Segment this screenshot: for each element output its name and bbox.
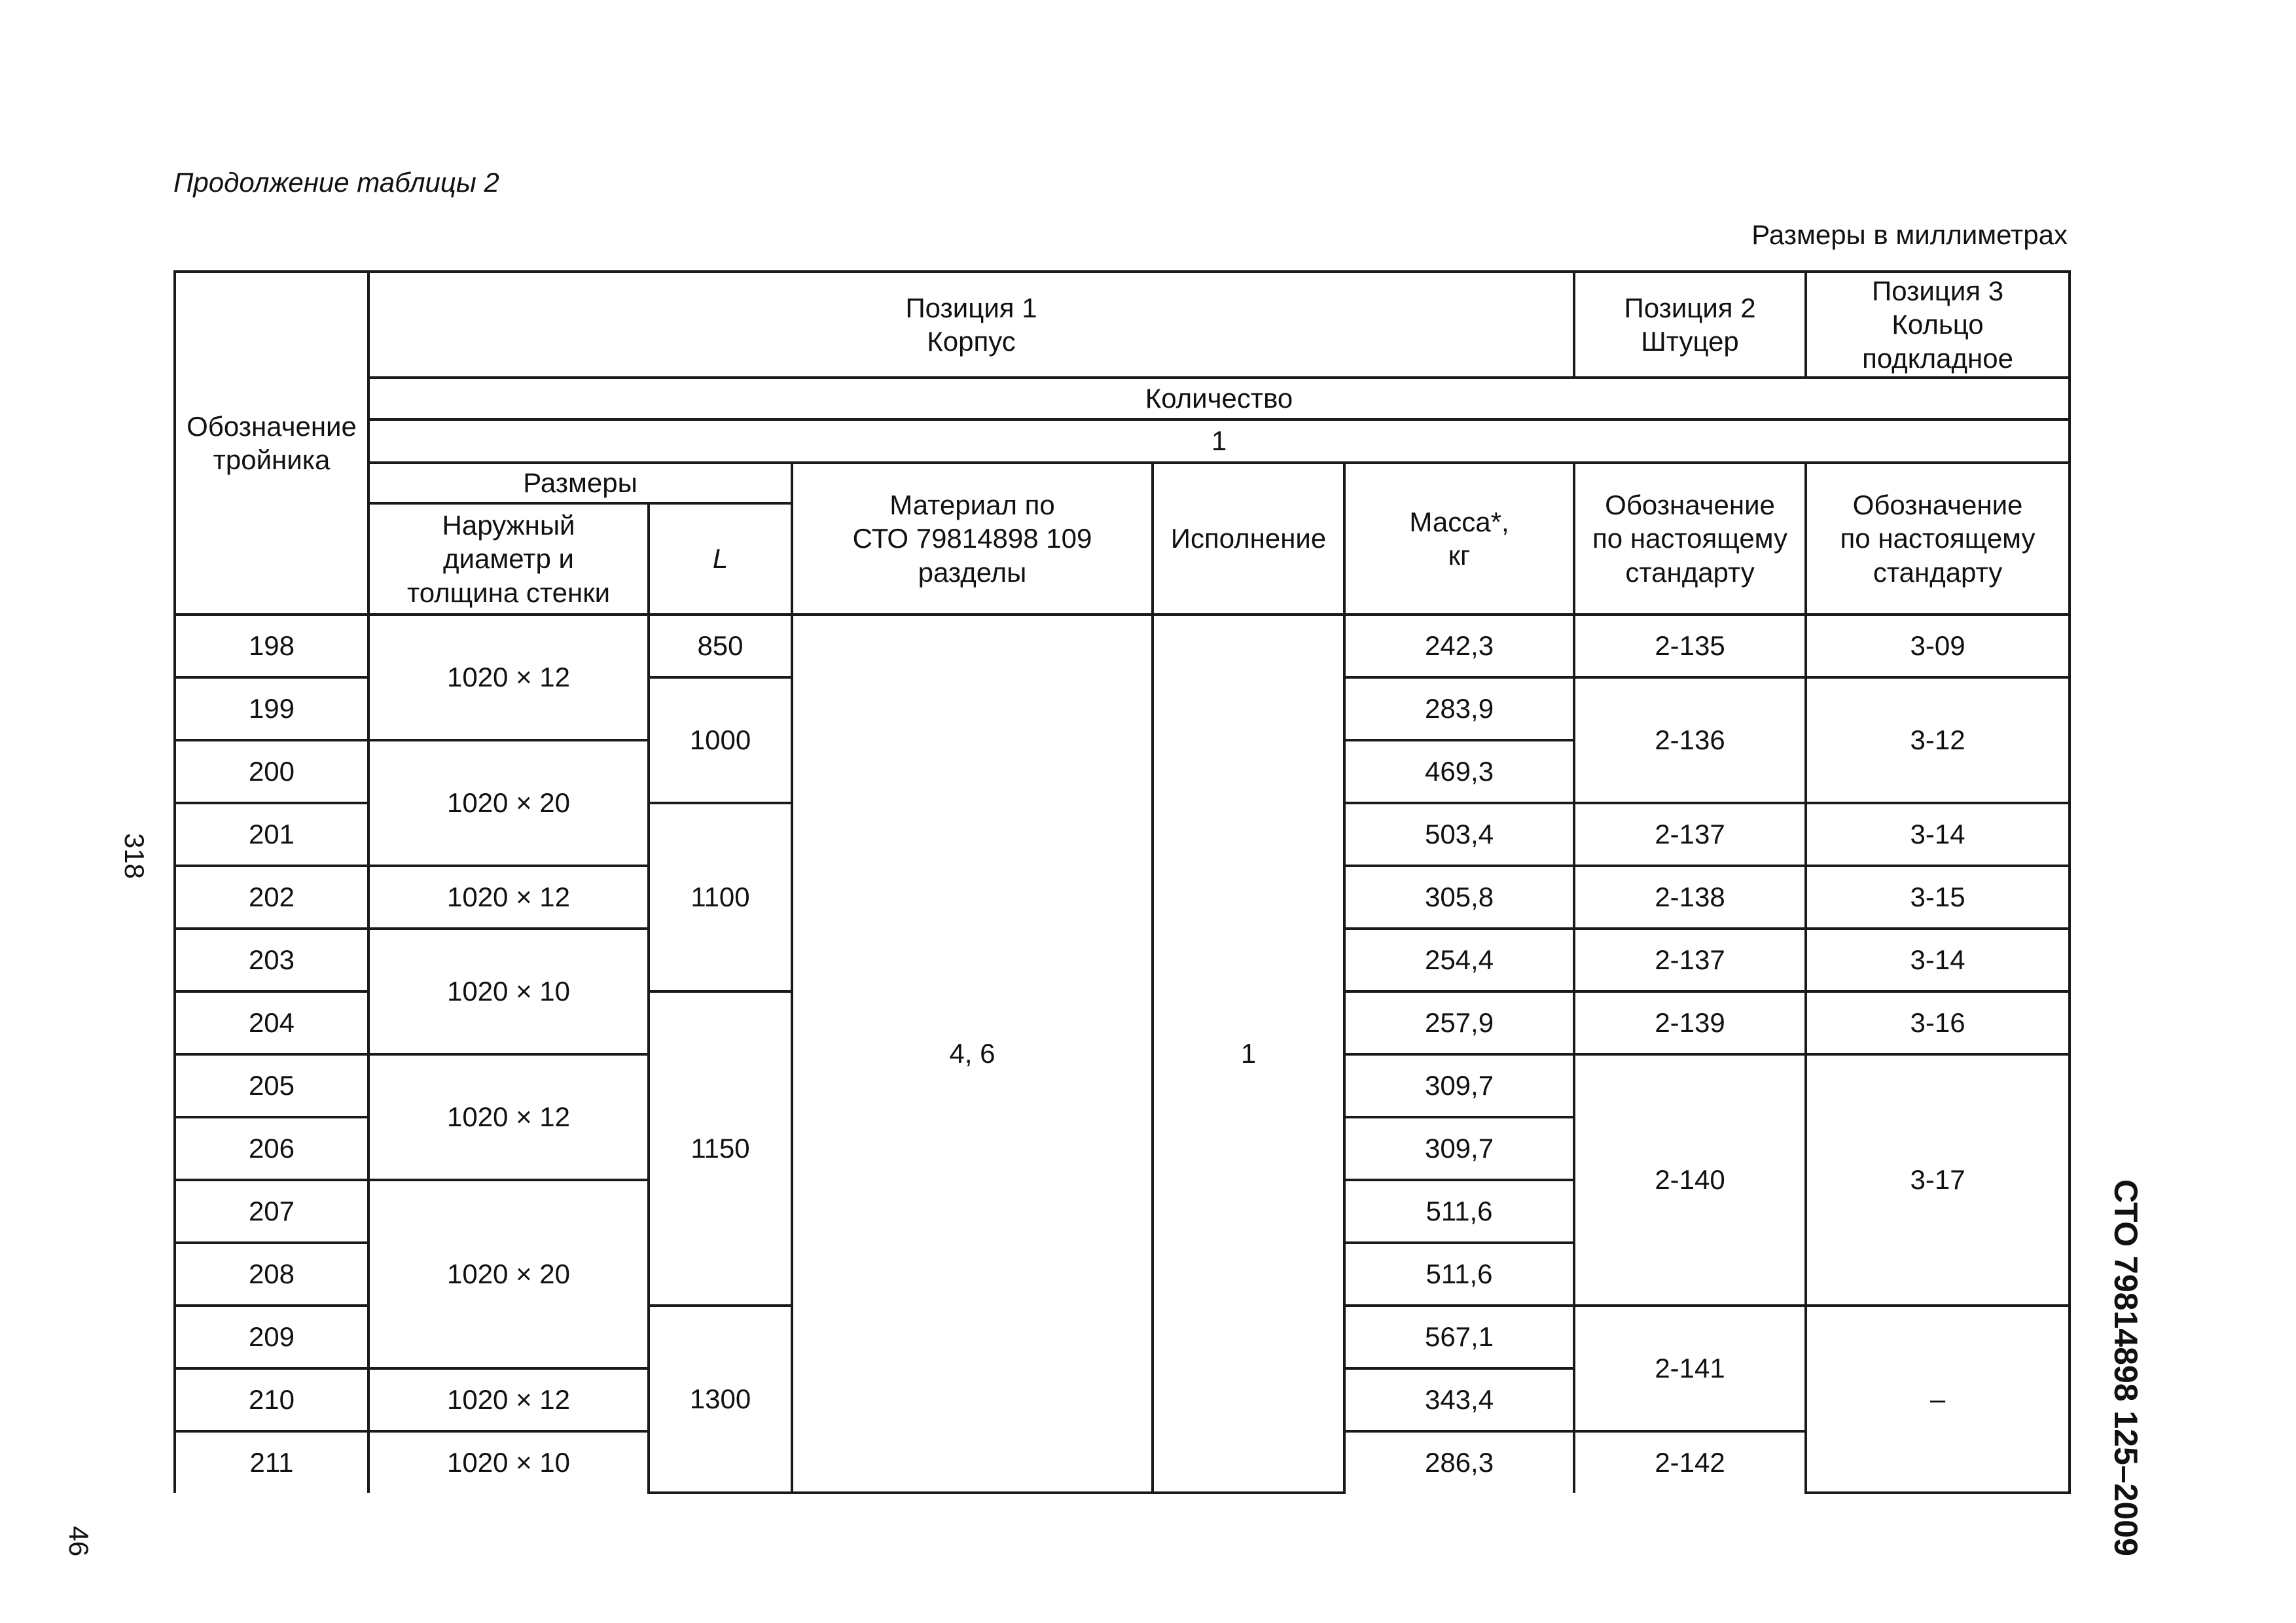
cell-diameter: 1020 × 10 bbox=[368, 1431, 649, 1493]
header-position-3: Позиция 3 Кольцо подкладное bbox=[1806, 272, 2070, 378]
cell-pos2: 2-136 bbox=[1574, 677, 1806, 803]
cell-pos2: 2-142 bbox=[1574, 1431, 1806, 1493]
cell-length: 1300 bbox=[649, 1306, 792, 1493]
cell-pos2: 2-137 bbox=[1574, 929, 1806, 991]
cell-diameter: 1020 × 12 bbox=[368, 615, 649, 740]
header-pos3-designation: Обозначение по настоящему стандарту bbox=[1806, 463, 2070, 615]
side-page-number: 318 bbox=[119, 832, 150, 880]
cell-designation: 209 bbox=[175, 1306, 368, 1368]
header-tee-designation: Обозначение тройника bbox=[175, 272, 368, 615]
cell-diameter: 1020 × 12 bbox=[368, 1054, 649, 1180]
cell-mass: 305,8 bbox=[1344, 866, 1574, 929]
cell-pos2: 2-140 bbox=[1574, 1054, 1806, 1306]
cell-mass: 309,7 bbox=[1344, 1054, 1574, 1117]
cell-designation: 208 bbox=[175, 1243, 368, 1306]
cell-mass: 286,3 bbox=[1344, 1431, 1574, 1493]
header-position-1: Позиция 1 Корпус bbox=[368, 272, 1574, 378]
cell-designation: 202 bbox=[175, 866, 368, 929]
cell-pos2: 2-138 bbox=[1574, 866, 1806, 929]
cell-mass: 511,6 bbox=[1344, 1180, 1574, 1243]
cell-diameter: 1020 × 20 bbox=[368, 740, 649, 866]
cell-mass: 567,1 bbox=[1344, 1306, 1574, 1368]
cell-pos3: 3-17 bbox=[1806, 1054, 2070, 1306]
cell-pos2: 2-141 bbox=[1574, 1306, 1806, 1431]
cell-material: 4, 6 bbox=[792, 615, 1153, 1493]
cell-mass: 257,9 bbox=[1344, 991, 1574, 1054]
cell-designation: 201 bbox=[175, 803, 368, 866]
header-position-2: Позиция 2 Штуцер bbox=[1574, 272, 1806, 378]
cell-pos3: 3-14 bbox=[1806, 929, 2070, 991]
cell-mass: 242,3 bbox=[1344, 615, 1574, 677]
cell-designation: 200 bbox=[175, 740, 368, 803]
cell-diameter: 1020 × 12 bbox=[368, 866, 649, 929]
cell-pos2: 2-135 bbox=[1574, 615, 1806, 677]
cell-pos3: 3-12 bbox=[1806, 677, 2070, 803]
cell-designation: 203 bbox=[175, 929, 368, 991]
header-length: L bbox=[649, 503, 792, 615]
cell-pos3: – bbox=[1806, 1306, 2070, 1493]
cell-designation: 207 bbox=[175, 1180, 368, 1243]
header-outer-diameter: Наружный диаметр и толщина стенки bbox=[368, 503, 649, 615]
units-note: Размеры в миллиметрах bbox=[1751, 219, 2068, 250]
cell-pos2: 2-139 bbox=[1574, 991, 1806, 1054]
cell-diameter: 1020 × 20 bbox=[368, 1180, 649, 1368]
page-number: 46 bbox=[63, 1525, 94, 1557]
cell-length: 1150 bbox=[649, 991, 792, 1306]
cell-designation: 211 bbox=[175, 1431, 368, 1493]
cell-mass: 469,3 bbox=[1344, 740, 1574, 803]
cell-pos3: 3-09 bbox=[1806, 615, 2070, 677]
cell-mass: 343,4 bbox=[1344, 1368, 1574, 1431]
header-material: Материал по СТО 79814898 109 разделы bbox=[792, 463, 1153, 615]
cell-mass: 283,9 bbox=[1344, 677, 1574, 740]
cell-pos3: 3-14 bbox=[1806, 803, 2070, 866]
cell-length: 1100 bbox=[649, 803, 792, 991]
cell-mass: 254,4 bbox=[1344, 929, 1574, 991]
cell-designation: 205 bbox=[175, 1054, 368, 1117]
cell-designation: 198 bbox=[175, 615, 368, 677]
tee-specification-table bbox=[173, 270, 2071, 1494]
cell-diameter: 1020 × 12 bbox=[368, 1368, 649, 1431]
header-sizes: Размеры bbox=[368, 463, 792, 503]
table-caption: Продолжение таблицы 2 bbox=[173, 167, 499, 198]
cell-pos2: 2-137 bbox=[1574, 803, 1806, 866]
header-version: Исполнение bbox=[1153, 463, 1344, 615]
header-quantity-value: 1 bbox=[368, 419, 2070, 463]
header-mass: Масса*, кг bbox=[1344, 463, 1574, 615]
cell-designation: 210 bbox=[175, 1368, 368, 1431]
cell-designation: 206 bbox=[175, 1117, 368, 1180]
cell-mass: 503,4 bbox=[1344, 803, 1574, 866]
cell-length: 1000 bbox=[649, 677, 792, 803]
cell-pos3: 3-15 bbox=[1806, 866, 2070, 929]
cell-mass: 309,7 bbox=[1344, 1117, 1574, 1180]
cell-pos3: 3-16 bbox=[1806, 991, 2070, 1054]
cell-designation: 204 bbox=[175, 991, 368, 1054]
cell-diameter: 1020 × 10 bbox=[368, 929, 649, 1054]
header-quantity: Количество bbox=[368, 378, 2070, 419]
cell-length: 850 bbox=[649, 615, 792, 677]
cell-mass: 511,6 bbox=[1344, 1243, 1574, 1306]
cell-designation: 199 bbox=[175, 677, 368, 740]
header-pos2-designation: Обозначение по настоящему стандарту bbox=[1574, 463, 1806, 615]
cell-version: 1 bbox=[1153, 615, 1344, 1493]
document-code: СТО 79814898 125–2009 bbox=[2108, 1179, 2144, 1556]
